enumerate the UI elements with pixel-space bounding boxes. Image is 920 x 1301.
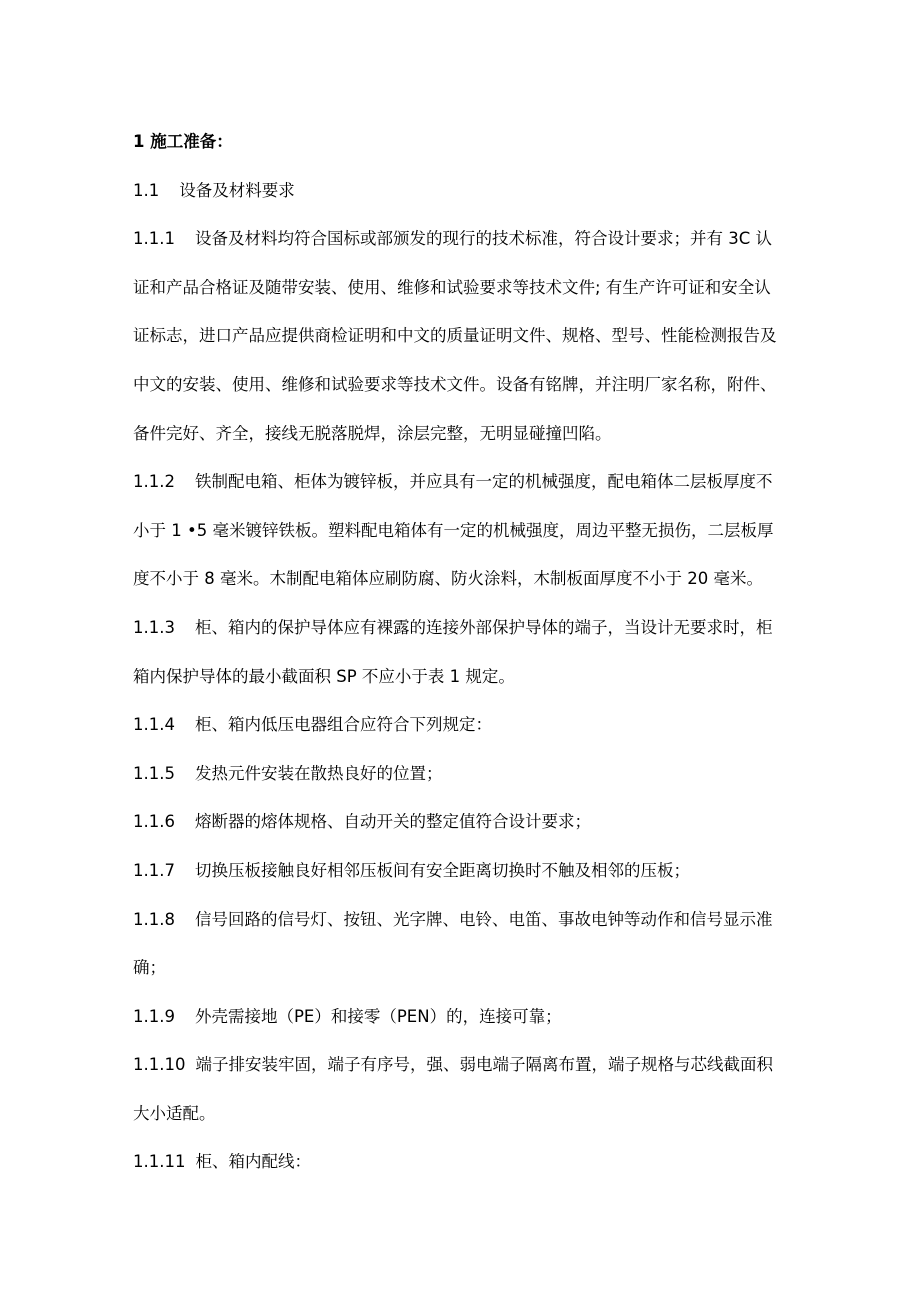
- clause-text: 外壳需接地（PE）和接零（PEN）的，连接可靠；: [194, 1006, 562, 1026]
- clause-text: 柜、箱内低压电器组合应符合下列规定：: [194, 715, 492, 735]
- clause-text: 切换压板接触良好相邻压板间有安全距离切换时不触及相邻的压板；: [194, 860, 690, 880]
- clause-1-1-8: [133, 896, 793, 993]
- clause-text: 证和产品合格证及随带安装、使用、维修和试验要求等技术文件; 有生产许可证和安全认: [133, 277, 771, 297]
- clause-text: 熔断器的熔体规格、自动开关的整定值符合设计要求；: [194, 812, 591, 832]
- clause-number: 1.1.4: [133, 715, 175, 735]
- clause-number: 1.1.3: [133, 617, 175, 637]
- clause-number: 1.1.10: [133, 1055, 186, 1075]
- clause-text: 中文的安装、使用、维修和试验要求等技术文件。设备有铭牌，并注明厂家名称，附件、: [133, 374, 777, 394]
- clause-number: 1.1.9: [133, 1006, 175, 1026]
- clause-text: 大小适配。: [133, 1103, 216, 1123]
- clause-text: 柜、箱内的保护导体应有裸露的连接外部保护导体的端子，当设计无要求时，柜: [194, 617, 773, 637]
- clause-number: 1.1.5: [133, 763, 175, 783]
- clause-text: 设备及材料均符合国标或部颁发的现行的技术标准，符合设计要求；并有 3C 认: [194, 229, 772, 249]
- clause-1-1-9: [133, 993, 793, 1042]
- clause-1-1-11: [133, 1138, 793, 1187]
- clause-number: 1.1.11: [133, 1152, 186, 1172]
- clause-number: 1.1.7: [133, 860, 175, 880]
- clause-text: 小于 1 •5 毫米镀锌铁板。塑料配电箱体有一定的机械强度，周边平整无损伤，二层板厚: [133, 520, 774, 540]
- clause-1-1-5: [133, 750, 793, 799]
- clause-text: 信号回路的信号灯、按钮、光字牌、电铃、电笛、事故电钟等动作和信号显示准: [194, 909, 773, 929]
- document-body: [133, 118, 793, 1187]
- clause-number: 1.1.8: [133, 909, 175, 929]
- clause-number: 1.1.1: [133, 229, 175, 249]
- clause-number: 1.1.6: [133, 812, 175, 832]
- clause-1-1-1: [133, 215, 793, 458]
- clause-text: 度不小于 8 毫米。木制配电箱体应刷防腐、防火涂料，木制板面厚度不小于 20 毫米。: [133, 569, 763, 589]
- clause-1-1-3: [133, 604, 793, 701]
- clause-text: 确；: [133, 958, 166, 978]
- clause-1-1-7: [133, 847, 793, 896]
- clause-text: 箱内保护导体的最小截面积 SP 不应小于表 1 规定。: [133, 666, 515, 686]
- clause-1-1-6: [133, 798, 793, 847]
- clause-1-1-4: [133, 701, 793, 750]
- clause-number: 1.1.2: [133, 472, 175, 492]
- chapter-heading: 1 施工准备：: [133, 132, 233, 151]
- clause-1-1-2: [133, 458, 793, 604]
- section-number: 1.1: [133, 180, 160, 200]
- clause-text: 备件完好、齐全，接线无脱落脱焊，涂层完整，无明显碰撞凹陷。: [133, 423, 612, 443]
- clause-text: 柜、箱内配线：: [195, 1152, 311, 1172]
- section-heading: [133, 167, 793, 216]
- clause-1-1-10: [133, 1041, 793, 1138]
- clause-text: 证标志，进口产品应提供商检证明和中文的质量证明文件、规格、型号、性能检测报告及: [133, 326, 777, 346]
- clause-text: 铁制配电箱、柜体为镀锌板，并应具有一定的机械强度，配电箱体二层板厚度不: [194, 472, 773, 492]
- section-title: 设备及材料要求: [179, 180, 295, 200]
- clause-text: 端子排安装牢固，端子有序号，强、弱电端子隔离布置，端子规格与芯线截面积: [195, 1055, 773, 1075]
- clause-text: 发热元件安装在散热良好的位置；: [194, 763, 443, 783]
